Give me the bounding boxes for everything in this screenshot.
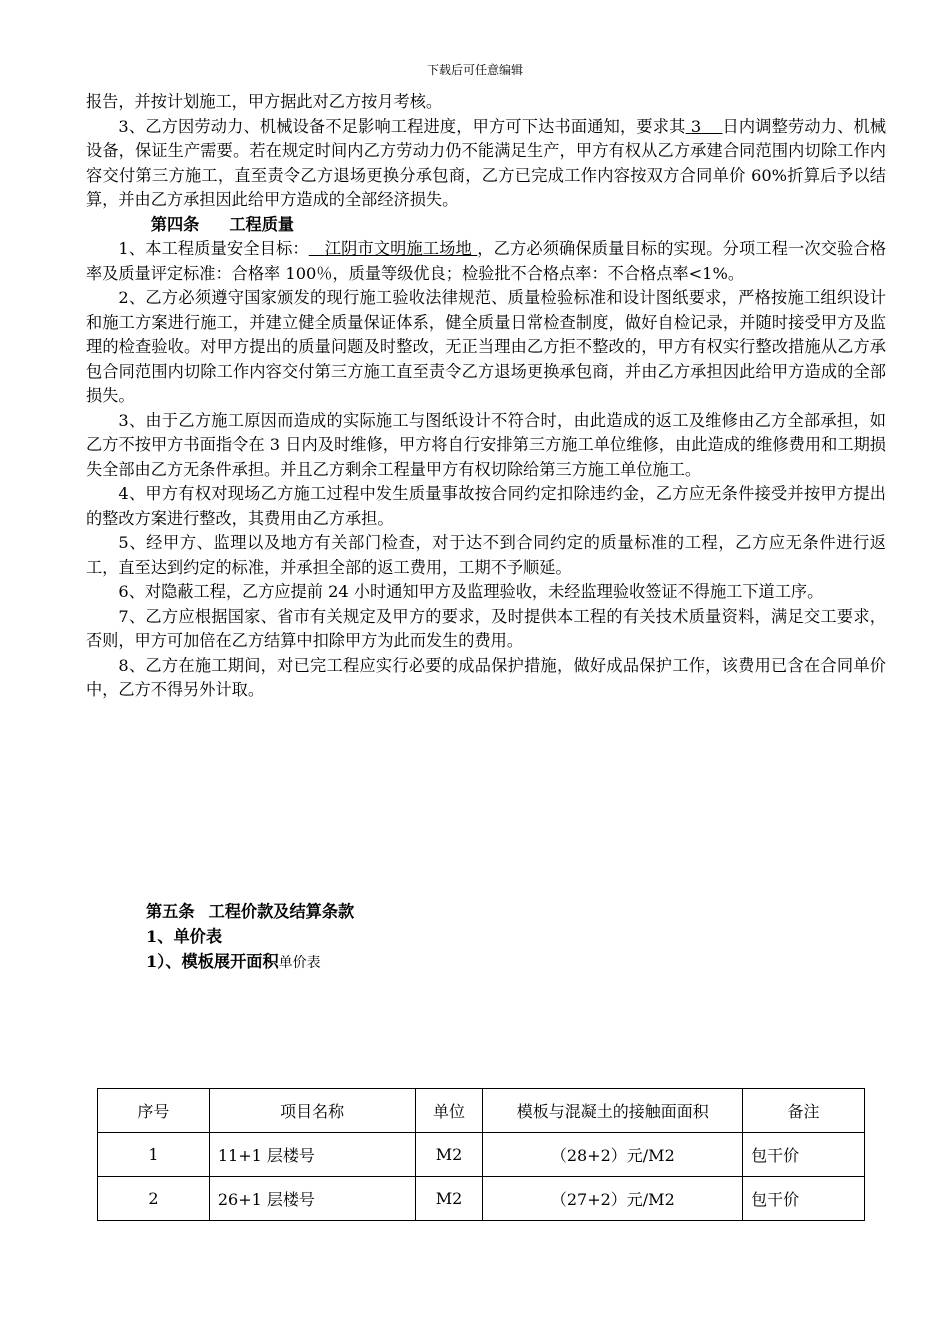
quality-target-blank: 江阴市文明施工场地 bbox=[324, 239, 472, 258]
formwork-heading: 1）、模板展开面积单价表 bbox=[146, 951, 321, 971]
quality-clause-4: 4、甲方有权对现场乙方施工过程中发生质量事故按合同约定扣除违约金，乙方应无条件接受并按甲方提出的整改方案进行整改，其费用由乙方承担。 bbox=[86, 484, 886, 528]
document-body bbox=[86, 90, 886, 976]
header-contact-area: 模板与混凝土的接触面面积 bbox=[483, 1089, 743, 1133]
section-5-heading: 第五条 工程价款及结算条款 bbox=[146, 901, 355, 921]
quality-clause-3: 3、由于乙方施工原因而造成的实际施工与图纸设计不符合时，由此造成的返工及维修由乙方全部承担，如乙方不按甲方书面指令在 3 日内及时维修，甲方将自行安排第三方施工单位维修，由此造成的维修费用和工期损失全部由乙方无条件承担。并且乙方剩余工程量甲方有权切除给第三方施工单位施工。 bbox=[86, 410, 886, 479]
header-remark: 备注 bbox=[743, 1089, 865, 1133]
table-row bbox=[98, 1177, 865, 1221]
labor-days-blank: 3 bbox=[690, 116, 702, 136]
blank-space bbox=[86, 703, 886, 899]
quality-clause-2: 2、乙方必须遵守国家颁发的现行施工验收法律规范、质量检验标准和设计图纸要求，严格按施工组织设计和施工方案进行施工，并建立健全质量保证体系，健全质量日常检查制度，做好自检记录，并随时接受甲方及监理的检查验收。对甲方提出的质量问题及时整改，无正当理由乙方拒不整改的，甲方有权实行整改措施从乙方承包合同范围内切除工作内容交付第三方施工直至责令乙方退场更换承包商，并由乙方承担因此给甲方造成的全部损失。 bbox=[86, 288, 886, 405]
header-seq: 序号 bbox=[98, 1089, 210, 1133]
paragraph-labor-clause bbox=[86, 115, 886, 213]
cell-unit: M2 bbox=[415, 1177, 483, 1221]
cell-price: （28+2）元/M2 bbox=[483, 1133, 743, 1177]
paragraph-continued: 报告，并按计划施工，甲方据此对乙方按月考核。 bbox=[86, 92, 443, 111]
cell-seq: 1 bbox=[98, 1133, 210, 1177]
header-unit: 单位 bbox=[415, 1089, 483, 1133]
quality-clause-8: 8、乙方在施工期间，对已完工程应实行必要的成品保护措施，做好成品保护工作，该费用已含在合同单价中，乙方不得另外计取。 bbox=[86, 655, 886, 699]
quality-clause-6: 6、对隐蔽工程，乙方应提前 24 小时通知甲方及监理验收，未经监理验收签证不得施工下道工序。 bbox=[118, 582, 824, 601]
cell-unit: M2 bbox=[415, 1133, 483, 1177]
cell-item-name: 26+1 层楼号 bbox=[209, 1177, 415, 1221]
labor-clause-text-a: 3、乙方因劳动力、机械设备不足影响工程进度，甲方可下达书面通知，要求其 bbox=[118, 116, 686, 136]
header-item-name: 项目名称 bbox=[209, 1089, 415, 1133]
unit-price-heading: 1、单价表 bbox=[146, 926, 223, 946]
cell-seq: 2 bbox=[98, 1177, 210, 1221]
quality-clause-7: 7、乙方应根据国家、省市有关规定及甲方的要求，及时提供本工程的有关技术质量资料，满足交工要求，否则，甲方可加倍在乙方结算中扣除甲方为此而发生的费用。 bbox=[86, 606, 886, 650]
section-4-heading: 第四条 工程质量 bbox=[150, 214, 295, 234]
quality-clause-5: 5、经甲方、监理以及地方有关部门检查，对于达不到合同约定的质量标准的工程，乙方应无条件进行返工，直至达到约定的标准，并承担全部的返工费用，工期不予顺延。 bbox=[86, 533, 886, 577]
cell-remark: 包干价 bbox=[743, 1133, 865, 1177]
table-header-row bbox=[98, 1089, 865, 1133]
labor-clause-text-b: 日内调整劳动力、机械设备，保证生产需要。若在规定时间内乙方劳动力仍不能满足生产，甲方有权从乙方承建合同范围内切除工作内容交付第三方施工，直至责令乙方退场更换分承包商，乙方已完成工作内容按双方合同单价 60%折算后予以结算，并由乙方承担因此给甲方造成的全部经济损失。 bbox=[86, 116, 887, 209]
unit-price-table bbox=[97, 1088, 865, 1221]
cell-item-name: 11+1 层楼号 bbox=[209, 1133, 415, 1177]
page-header-note: 下载后可任意编辑 bbox=[426, 63, 523, 77]
cell-price: （27+2）元/M2 bbox=[483, 1177, 743, 1221]
quality-clause-1: 1、本工程质量安全目标： 江阴市文明施工场地 ，乙方必须确保质量目标的实现。分项工程一次交验合格率及质量评定标准：合格率 100％，质量等级优良；检验批不合格点率：不合格点率<1%。 bbox=[86, 239, 887, 283]
table-row bbox=[98, 1133, 865, 1177]
cell-remark: 包干价 bbox=[743, 1177, 865, 1221]
